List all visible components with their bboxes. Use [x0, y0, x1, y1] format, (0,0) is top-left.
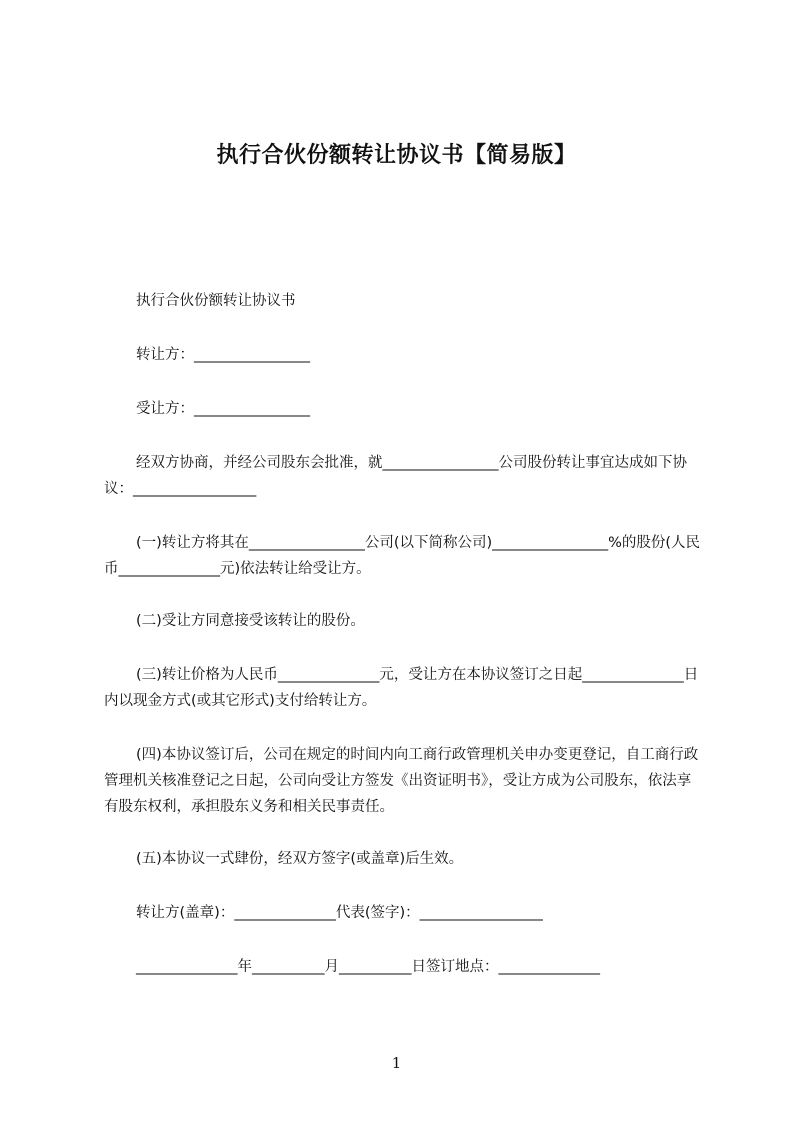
- paragraph-clause-4: (四)本协议签订后，公司在规定的时间内向工商行政管理机关申办变更登记，自工商行政管理机关核准登记之日起，公司向受让方签发《出资证明书》，受让方成为公司股东，依法享有股东权利，承担股东义务和相关民事责任。: [104, 747, 699, 815]
- paragraph-clause-3: (三)转让价格为人民币______________元，受让方在本协议签订之日起______________日内以现金方式(或其它形式)支付给转让方。: [104, 667, 699, 709]
- paragraph-transferor: 转让方：________________: [136, 347, 310, 363]
- paragraph-transferee: 受让方：________________: [136, 401, 310, 417]
- paragraph-clause-1: (一)转让方将其在________________公司(以下简称公司)________________%的股份(人民币______________元)依法转让给受让方。: [104, 535, 701, 577]
- page-number: 1: [391, 1054, 402, 1072]
- paragraph-clause-5: (五)本协议一式肆份，经双方签字(或盖章)后生效。: [136, 851, 464, 867]
- paragraph-clause-2: (二)受让方同意接受该转让的股份。: [136, 613, 365, 629]
- document-title: 执行合伙份额转让协议书【简易版】: [216, 143, 577, 168]
- paragraph-date-place: ______________年__________月__________日签订地点：______________: [136, 959, 600, 975]
- paragraph-heading: 执行合伙份额转让协议书: [136, 293, 296, 309]
- paragraph-signature: 转让方(盖章)：______________代表(签字)：_________________: [136, 905, 543, 921]
- paragraph-preamble: 经双方协商，并经公司股东会批准，就________________公司股份转让事宜达成如下协议：_________________: [104, 455, 687, 497]
